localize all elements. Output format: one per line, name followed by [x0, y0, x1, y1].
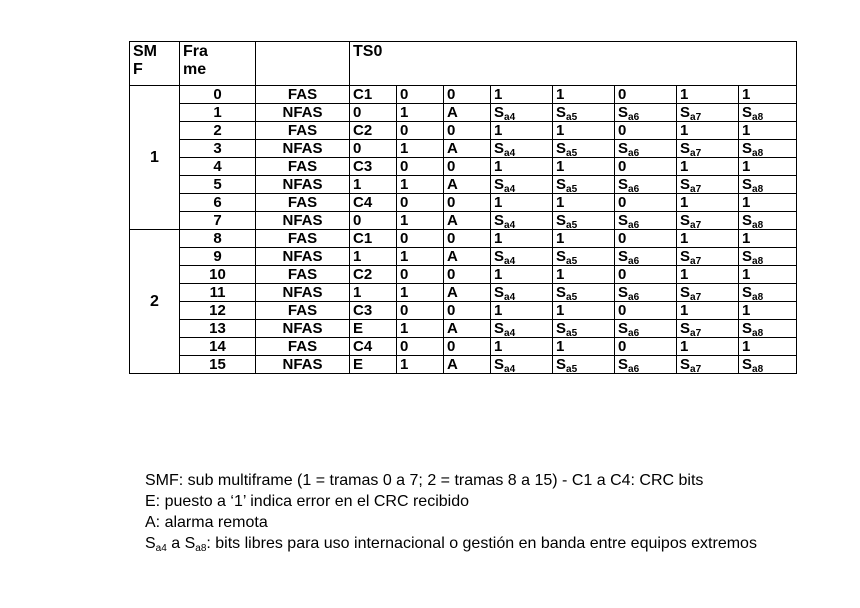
bit-8-cell: 1 [739, 266, 797, 284]
bit-6-cell: $S_{a6}$ [615, 104, 677, 122]
bit-7-cell: $S_{a7}$ [677, 104, 739, 122]
header-type [256, 42, 350, 86]
bit-6-cell: 0 [615, 302, 677, 320]
frame-number-cell: 12 [180, 302, 256, 320]
bit-1-cell: 0 [350, 140, 397, 158]
bit-6-cell: $S_{a6}$ [615, 356, 677, 374]
bit-1-cell: C2 [350, 266, 397, 284]
bit-2-cell: 1 [397, 212, 444, 230]
frame-type-cell: NFAS [256, 176, 350, 194]
frame-type-cell: NFAS [256, 212, 350, 230]
frame-number-cell: 11 [180, 284, 256, 302]
bit-5-cell: $S_{a5}$ [553, 212, 615, 230]
note-a: A: alarma remota [145, 514, 268, 531]
bit-7-cell: 1 [677, 302, 739, 320]
bit-1-cell: C1 [350, 230, 397, 248]
bit-5-cell: $S_{a5}$ [553, 140, 615, 158]
note-sa-mid: a [166, 535, 185, 552]
bit-8-cell: 1 [739, 194, 797, 212]
frame-type-cell: FAS [256, 338, 350, 356]
bit-5-cell: 1 [553, 302, 615, 320]
bit-8-cell: 1 [739, 158, 797, 176]
bit-3-cell: 0 [444, 194, 491, 212]
table-row [130, 176, 797, 194]
bit-3-cell: A [444, 356, 491, 374]
table-row [130, 140, 797, 158]
bit-2-cell: 1 [397, 248, 444, 266]
bit-5-cell: 1 [553, 158, 615, 176]
bit-3-cell: A [444, 284, 491, 302]
frame-structure-table [129, 41, 797, 374]
bit-3-cell: 0 [444, 86, 491, 104]
bit-8-cell: $S_{a8}$ [739, 356, 797, 374]
bit-1-cell: 0 [350, 212, 397, 230]
bit-1-cell: C4 [350, 338, 397, 356]
table-row [130, 248, 797, 266]
frame-number-cell: 4 [180, 158, 256, 176]
bit-6-cell: $S_{a6}$ [615, 284, 677, 302]
frame-type-cell: NFAS [256, 248, 350, 266]
frame-type-cell: FAS [256, 194, 350, 212]
header-ts0: TS0 [350, 42, 797, 86]
bit-7-cell: 1 [677, 266, 739, 284]
bit-4-cell: 1 [491, 230, 553, 248]
bit-4-cell: 1 [491, 122, 553, 140]
table-row [130, 284, 797, 302]
table-row [130, 302, 797, 320]
bit-5-cell: 1 [553, 338, 615, 356]
bit-5-cell: $S_{a5}$ [553, 284, 615, 302]
frame-number-cell: 9 [180, 248, 256, 266]
bit-6-cell: $S_{a6}$ [615, 248, 677, 266]
bit-2-cell: 0 [397, 122, 444, 140]
table-row [130, 158, 797, 176]
smf-cell: 2 [130, 230, 180, 374]
table-row [130, 122, 797, 140]
header-smf: SM F [130, 42, 180, 86]
smf-cell: 1 [130, 86, 180, 230]
table-row [130, 338, 797, 356]
table-header-row [130, 42, 797, 86]
bit-7-cell: $S_{a7}$ [677, 320, 739, 338]
bit-2-cell: 1 [397, 320, 444, 338]
bit-7-cell: $S_{a7}$ [677, 212, 739, 230]
bit-4-cell: 1 [491, 302, 553, 320]
bit-2-cell: 1 [397, 176, 444, 194]
bit-5-cell: $S_{a5}$ [553, 320, 615, 338]
note-sa4-label: $S_{a4}$ [145, 535, 167, 554]
frame-type-cell: NFAS [256, 284, 350, 302]
bit-5-cell: $S_{a5}$ [553, 356, 615, 374]
bit-8-cell: 1 [739, 302, 797, 320]
bit-3-cell: A [444, 248, 491, 266]
frame-type-cell: FAS [256, 86, 350, 104]
bit-7-cell: $S_{a7}$ [677, 176, 739, 194]
bit-4-cell: 1 [491, 266, 553, 284]
bit-2-cell: 0 [397, 158, 444, 176]
bit-8-cell: $S_{a8}$ [739, 176, 797, 194]
bit-4-cell: $S_{a4}$ [491, 320, 553, 338]
bit-2-cell: 1 [397, 140, 444, 158]
frame-type-cell: FAS [256, 266, 350, 284]
bit-1-cell: C3 [350, 158, 397, 176]
bit-5-cell: $S_{a5}$ [553, 104, 615, 122]
bit-6-cell: 0 [615, 194, 677, 212]
bit-5-cell: 1 [553, 266, 615, 284]
note-e: E: puesto a ‘1’ indica error en el CRC recibido [145, 493, 470, 510]
bit-8-cell: 1 [739, 338, 797, 356]
bit-4-cell: $S_{a4}$ [491, 356, 553, 374]
frame-type-cell: FAS [256, 158, 350, 176]
bit-2-cell: 1 [397, 104, 444, 122]
bit-3-cell: 0 [444, 158, 491, 176]
bit-5-cell: 1 [553, 194, 615, 212]
frame-number-cell: 2 [180, 122, 256, 140]
bit-4-cell: $S_{a4}$ [491, 284, 553, 302]
bit-6-cell: $S_{a6}$ [615, 176, 677, 194]
bit-2-cell: 0 [397, 230, 444, 248]
bit-6-cell: 0 [615, 338, 677, 356]
bit-3-cell: A [444, 104, 491, 122]
bit-2-cell: 0 [397, 266, 444, 284]
bit-4-cell: $S_{a4}$ [491, 248, 553, 266]
bit-8-cell: 1 [739, 122, 797, 140]
bit-7-cell: 1 [677, 158, 739, 176]
table-row [130, 194, 797, 212]
bit-7-cell: 1 [677, 230, 739, 248]
bit-7-cell: 1 [677, 338, 739, 356]
table-row [130, 266, 797, 284]
bit-4-cell: 1 [491, 194, 553, 212]
note-sa8-label: $S_{a8}$ [184, 535, 207, 554]
bit-6-cell: 0 [615, 266, 677, 284]
note-smf: SMF: sub multiframe (1 = tramas 0 a 7; 2 = tramas 8 a 15) - C1 a C4: CRC bits [145, 472, 704, 489]
bit-5-cell: 1 [553, 86, 615, 104]
frame-number-cell: 1 [180, 104, 256, 122]
bit-4-cell: $S_{a4}$ [491, 212, 553, 230]
frame-number-cell: 13 [180, 320, 256, 338]
bit-8-cell: 1 [739, 230, 797, 248]
frame-type-cell: NFAS [256, 104, 350, 122]
bit-6-cell: 0 [615, 230, 677, 248]
bit-3-cell: A [444, 140, 491, 158]
table-row [130, 212, 797, 230]
bit-1-cell: 1 [350, 248, 397, 266]
table-row [130, 86, 797, 104]
bit-7-cell: $S_{a7}$ [677, 248, 739, 266]
frame-number-cell: 10 [180, 266, 256, 284]
frame-type-cell: FAS [256, 230, 350, 248]
bit-5-cell: 1 [553, 230, 615, 248]
bit-2-cell: 0 [397, 338, 444, 356]
bit-7-cell: 1 [677, 194, 739, 212]
table-row [130, 356, 797, 374]
bit-3-cell: A [444, 212, 491, 230]
bit-8-cell: $S_{a8}$ [739, 212, 797, 230]
bit-4-cell: 1 [491, 86, 553, 104]
bit-4-cell: 1 [491, 338, 553, 356]
bit-1-cell: 1 [350, 284, 397, 302]
bit-1-cell: C1 [350, 86, 397, 104]
bit-6-cell: $S_{a6}$ [615, 212, 677, 230]
bit-4-cell: $S_{a4}$ [491, 176, 553, 194]
bit-3-cell: A [444, 176, 491, 194]
frame-type-cell: NFAS [256, 356, 350, 374]
bit-2-cell: 0 [397, 194, 444, 212]
table-row [130, 230, 797, 248]
header-frame: Fra me [180, 42, 256, 86]
bit-8-cell: 1 [739, 86, 797, 104]
frame-number-cell: 6 [180, 194, 256, 212]
bit-3-cell: 0 [444, 122, 491, 140]
bit-6-cell: 0 [615, 86, 677, 104]
bit-6-cell: 0 [615, 122, 677, 140]
bit-7-cell: $S_{a7}$ [677, 140, 739, 158]
bit-7-cell: $S_{a7}$ [677, 284, 739, 302]
bit-8-cell: $S_{a8}$ [739, 140, 797, 158]
frame-type-cell: FAS [256, 302, 350, 320]
frame-type-cell: FAS [256, 122, 350, 140]
note-sa [145, 533, 757, 554]
bit-8-cell: $S_{a8}$ [739, 248, 797, 266]
frame-number-cell: 7 [180, 212, 256, 230]
bit-8-cell: $S_{a8}$ [739, 104, 797, 122]
bit-1-cell: C4 [350, 194, 397, 212]
bit-5-cell: $S_{a5}$ [553, 176, 615, 194]
table-row [130, 104, 797, 122]
bit-1-cell: C2 [350, 122, 397, 140]
bit-6-cell: $S_{a6}$ [615, 320, 677, 338]
bit-4-cell: 1 [491, 158, 553, 176]
bit-1-cell: E [350, 356, 397, 374]
bit-3-cell: 0 [444, 266, 491, 284]
legend-notes [145, 470, 757, 554]
bit-6-cell: $S_{a6}$ [615, 140, 677, 158]
bit-2-cell: 0 [397, 86, 444, 104]
frame-number-cell: 3 [180, 140, 256, 158]
bit-4-cell: $S_{a4}$ [491, 140, 553, 158]
bit-3-cell: 0 [444, 338, 491, 356]
frame-type-cell: NFAS [256, 140, 350, 158]
bit-3-cell: 0 [444, 230, 491, 248]
bit-5-cell: 1 [553, 122, 615, 140]
bit-1-cell: E [350, 320, 397, 338]
bit-5-cell: $S_{a5}$ [553, 248, 615, 266]
bit-7-cell: 1 [677, 122, 739, 140]
bit-3-cell: A [444, 320, 491, 338]
bit-3-cell: 0 [444, 302, 491, 320]
bit-2-cell: 0 [397, 302, 444, 320]
bit-7-cell: 1 [677, 86, 739, 104]
bit-7-cell: $S_{a7}$ [677, 356, 739, 374]
frame-number-cell: 14 [180, 338, 256, 356]
bit-1-cell: 1 [350, 176, 397, 194]
bit-2-cell: 1 [397, 356, 444, 374]
bit-8-cell: $S_{a8}$ [739, 284, 797, 302]
bit-1-cell: C3 [350, 302, 397, 320]
frame-number-cell: 15 [180, 356, 256, 374]
note-sa-rest: : bits libres para uso internacional o gestión en banda entre equipos extremos [206, 535, 757, 552]
bit-4-cell: $S_{a4}$ [491, 104, 553, 122]
frame-number-cell: 5 [180, 176, 256, 194]
bit-8-cell: $S_{a8}$ [739, 320, 797, 338]
bit-2-cell: 1 [397, 284, 444, 302]
bit-1-cell: 0 [350, 104, 397, 122]
bit-6-cell: 0 [615, 158, 677, 176]
table-row [130, 320, 797, 338]
frame-number-cell: 0 [180, 86, 256, 104]
frame-number-cell: 8 [180, 230, 256, 248]
frame-type-cell: NFAS [256, 320, 350, 338]
